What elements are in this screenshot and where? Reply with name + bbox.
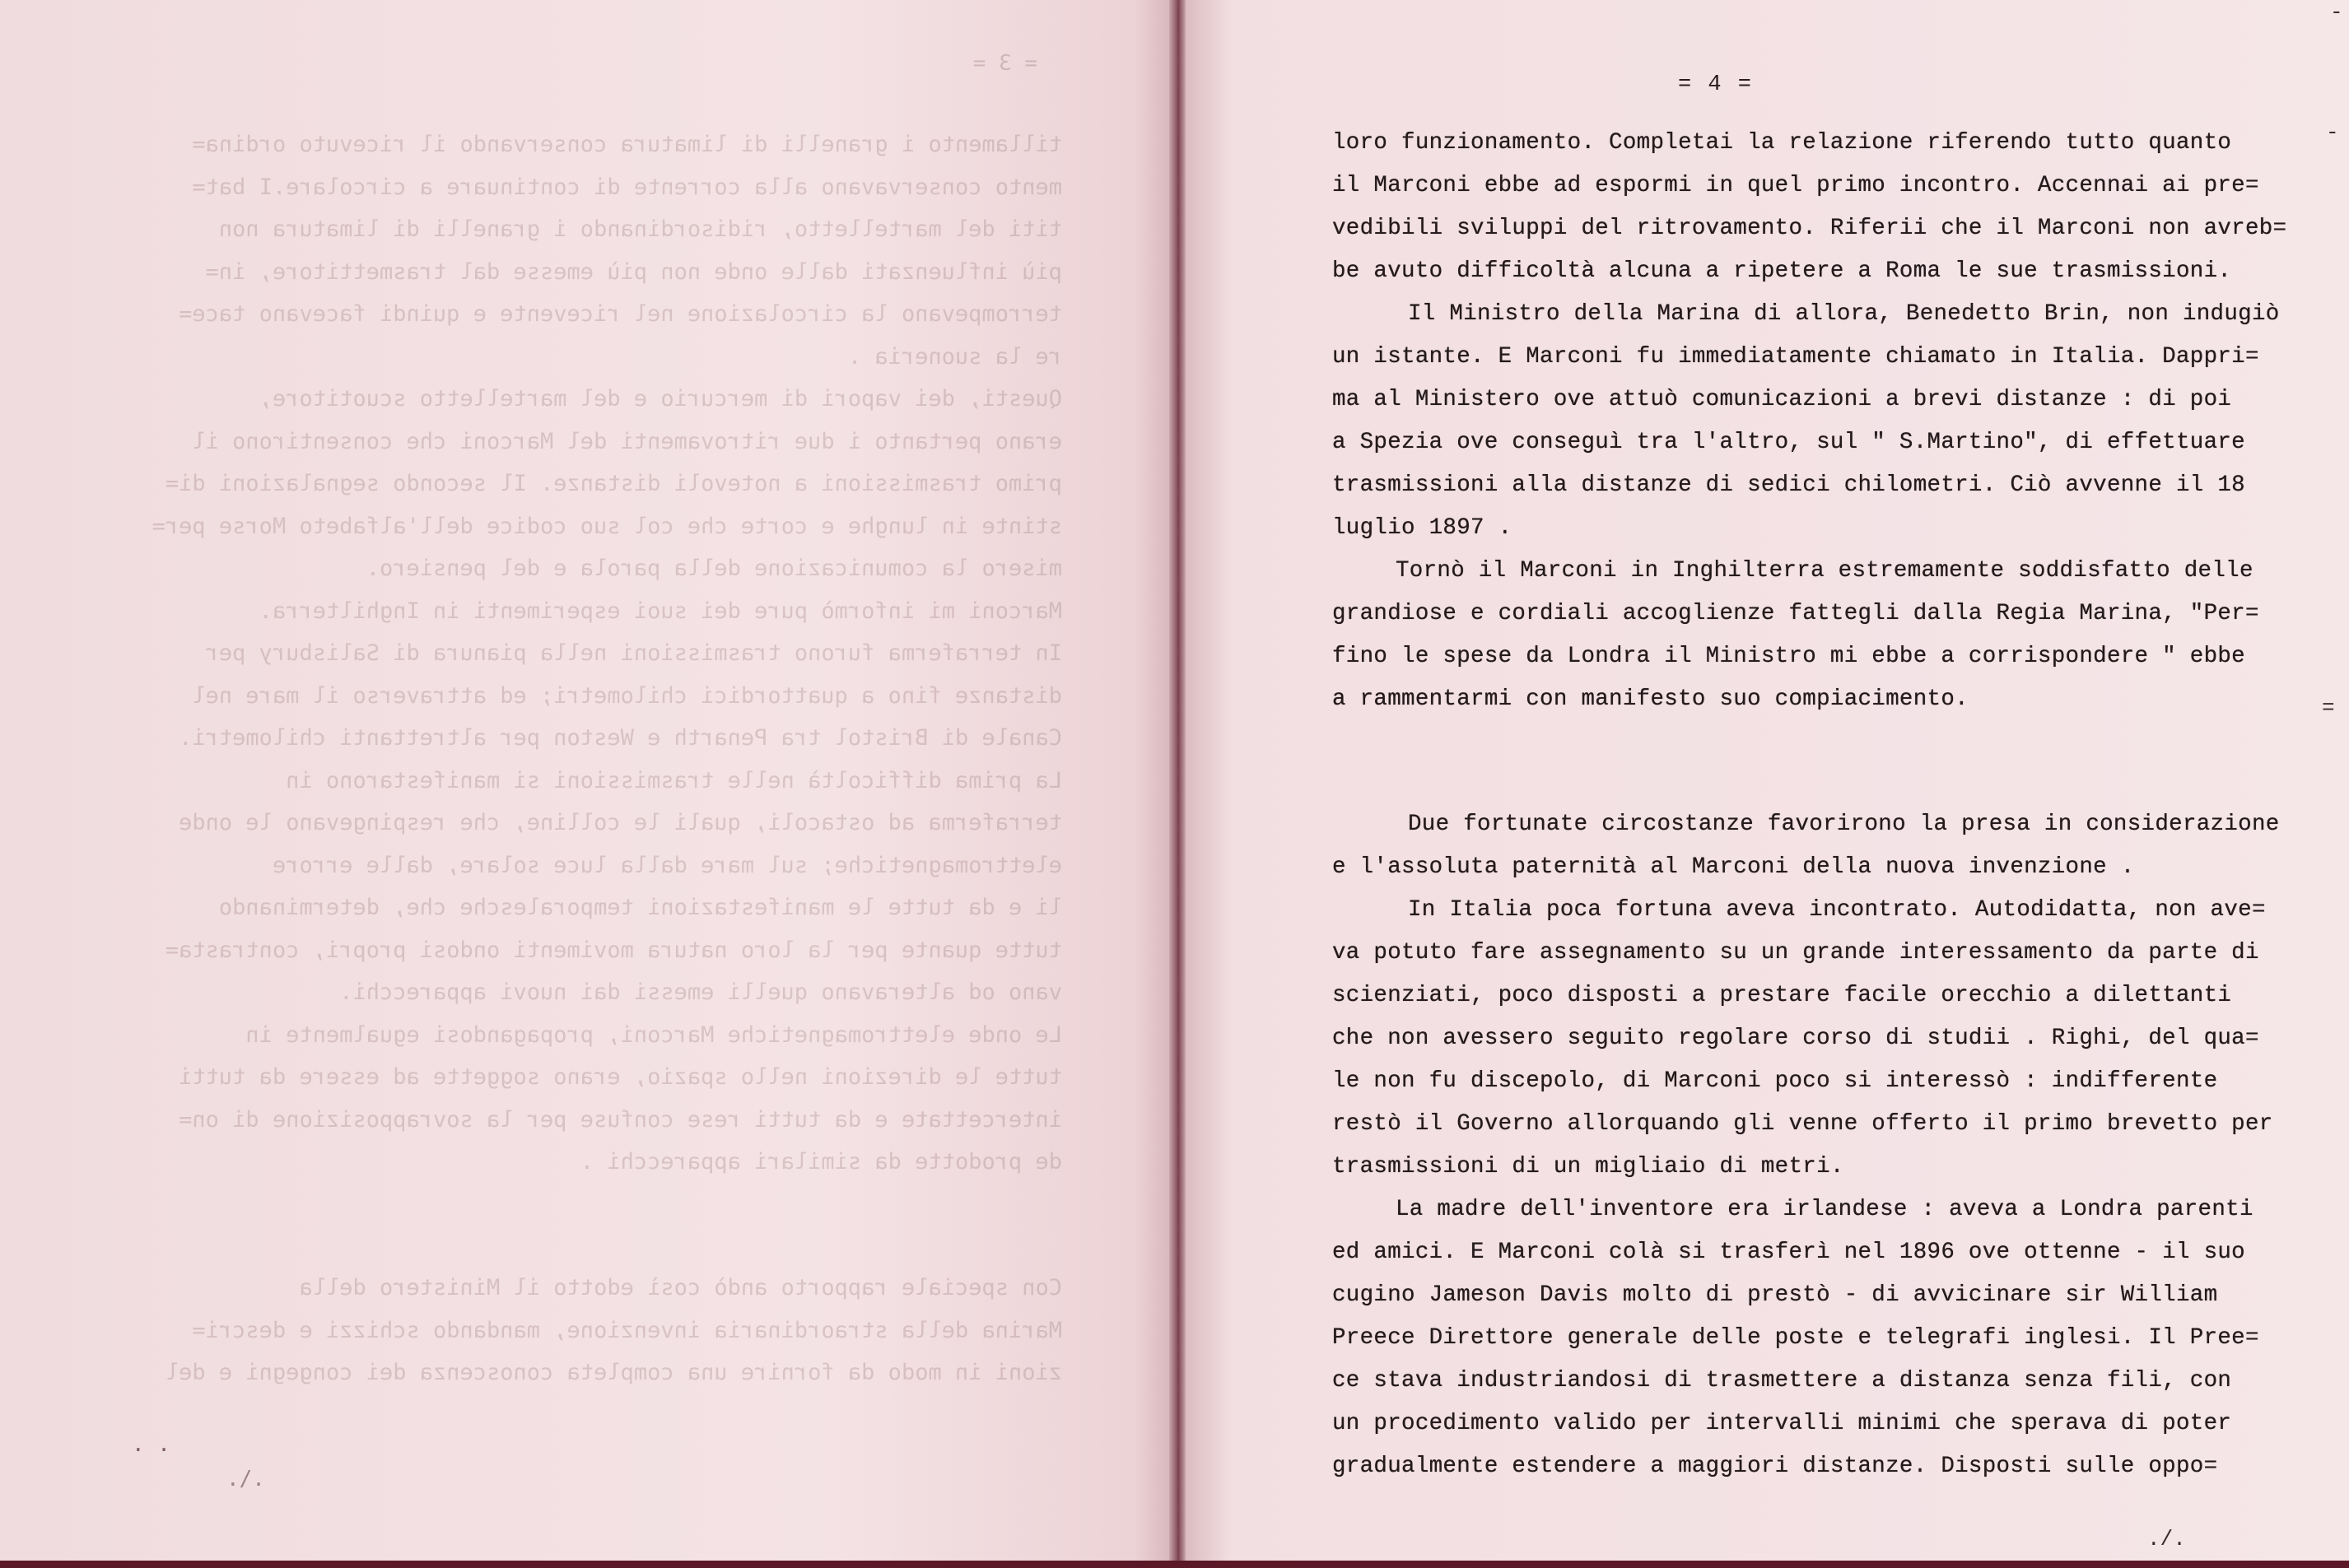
ghost-text-line: de prodotte da similari apparecchi . <box>580 1149 1062 1175</box>
left-page-number: = 3 = <box>972 51 1037 76</box>
ghost-text-line: La prima difficoltà nelle trasmissioni si manifestarono in <box>286 767 1062 793</box>
text-line: scienziati, poco disposti a prestare facile orecchio a dilettanti <box>1332 983 2232 1008</box>
text-line: un procedimento valido per intervalli minimi che sperava di poter <box>1332 1411 2232 1436</box>
text-line: e l'assoluta paternità al Marconi della nuova invenzione . <box>1332 854 2135 880</box>
text-line: grandiose e cordiali accoglienze fattegli dalla Regia Marina, "Per= <box>1332 601 2259 626</box>
scan-bottom-edge <box>0 1561 2349 1568</box>
ghost-text-line: Questi, dei vapori di mercurio e del martelletto scuotitore, <box>259 386 1062 412</box>
text-line: il Marconi ebbe ad espormi in quel primo incontro. Accennai ai pre= <box>1332 173 2259 198</box>
page-number: = 4 = <box>1678 72 1754 97</box>
ghost-text-line: Le onde elettromagnetiche Marconi, propagandosi egualmente in <box>245 1021 1062 1048</box>
ghost-text-line: misero la comunicazione della parola e del pensiero. <box>366 556 1062 581</box>
ghost-text-line: tutte quante per la loro natura movimenti ondosi propri, contrasta= <box>165 937 1062 963</box>
text-line: cugino Jameson Davis molto di prestò - di avvicinare sir William <box>1332 1282 2218 1308</box>
text-line: La madre dell'inventore era irlandese : aveva a Londra parenti <box>1396 1197 2253 1222</box>
ghost-text-line: In terraferma furono trasmissioni nella pianura di Salisbury per <box>205 640 1062 666</box>
text-line: le non fu discepolo, di Marconi poco si interessò : indifferente <box>1332 1068 2218 1094</box>
ghost-text-line: zioni in modo da fornire una completa conoscenza dei congegni e del <box>165 1360 1062 1385</box>
ghost-text-line: titi del martelletto, ridisordinando i granelli di limatura non <box>218 216 1062 242</box>
ghost-text-line: tillamento i granelli di limatura conservando il ricevuto ordina= <box>192 132 1062 157</box>
text-line: Tornò il Marconi in Inghilterra estremamente soddisfatto delle <box>1396 558 2253 584</box>
left-continuation-mark: ./. <box>226 1467 265 1491</box>
text-line: vedibili sviluppi del ritrovamento. Riferii che il Marconi non avreb= <box>1332 216 2287 241</box>
text-line: a Spezia ove conseguì tra l'altro, sul " S.Martino", di effettuare <box>1332 430 2245 455</box>
left-page <box>0 0 1169 1564</box>
text-line: ma al Ministero ove attuò comunicazioni a brevi distanze : di poi <box>1332 387 2232 412</box>
margin-mark: - <box>2330 0 2343 25</box>
ghost-text-line: re la suoneria . <box>847 343 1062 370</box>
text-line: Due fortunate circostanze favorirono la presa in considerazione <box>1408 812 2280 837</box>
ghost-text-line: terraferma ad ostacoli, quali le colline, che respingevano le onde <box>179 810 1062 835</box>
text-line: Preece Direttore generale delle poste e telegrafi inglesi. Il Pree= <box>1332 1325 2259 1351</box>
ghost-text-line: più influenzati dalle onde non più emesse dal trasmettitore, in= <box>205 258 1062 285</box>
text-line: Il Ministro della Marina di allora, Benedetto Brin, non indugiò <box>1408 301 2280 327</box>
margin-mark: = <box>2322 696 2335 720</box>
ghost-text-line: elettromagnetiche; sul mare dalla luce solare, dalle errore <box>272 852 1062 878</box>
book-gutter <box>1169 0 1186 1568</box>
right-page <box>1186 0 2349 1564</box>
ghost-text-line: primo trasmissioni a notevoli distanze. Il secondo segnalazioni di= <box>165 471 1062 496</box>
text-line: fino le spese da Londra il Ministro mi ebbe a corrispondere " ebbe <box>1332 644 2245 669</box>
text-line: ed amici. E Marconi colà si trasferì nel 1896 ove ottenne - il suo <box>1332 1240 2245 1265</box>
text-line: loro funzionamento. Completai la relazione riferendo tutto quanto <box>1332 130 2232 156</box>
ghost-text-line: distanze fino a quattordici chilometri; ed attraverso il mare nel <box>192 682 1062 709</box>
text-line: In Italia poca fortuna aveva incontrato. Autodidatta, non ave= <box>1408 897 2266 923</box>
ghost-text-line: li e da tutte le manifestazioni temporalesche che, determinando <box>218 895 1062 920</box>
continuation-mark: ./. <box>2147 1527 2186 1552</box>
ghost-text-line: Con speciale rapporto andò così edotto il Ministero della <box>299 1275 1062 1300</box>
text-line: gradualmente estendere a maggiori distanze. Disposti sulle oppo= <box>1332 1454 2218 1479</box>
text-line: luglio 1897 . <box>1332 515 1512 541</box>
left-footer-mark: . . <box>132 1432 170 1457</box>
ghost-text-line: stinte in lunghe e corte che col suo codice dell'alfabeto Morse per= <box>151 513 1062 539</box>
text-line: restò il Governo allorquando gli venne offerto il primo brevetto per <box>1332 1111 2273 1137</box>
text-line: be avuto difficoltà alcuna a ripetere a Roma le sue trasmissioni. <box>1332 258 2232 284</box>
ghost-text-line: erano pertanto i due ritrovamenti del Marconi che consentirono il <box>192 428 1062 454</box>
ghost-text-line: vano od alteravano quelli emessi dai nuovi apparecchi. <box>339 979 1062 1005</box>
ghost-text-line: Canale di Bristol tra Penarth e Weston per altrettanti chilometri. <box>179 725 1062 751</box>
text-line: che non avessero seguito regolare corso di studii . Righi, del qua= <box>1332 1026 2259 1051</box>
text-line: un istante. E Marconi fu immediatamente chiamato in Italia. Dappri= <box>1332 344 2259 370</box>
ghost-text-line: Marina della straordinaria invenzione, mandando schizzi e descri= <box>192 1317 1062 1343</box>
ghost-text-line: intercettate e da tutti rese confuse per la sovrapposizione di on= <box>179 1106 1062 1133</box>
ghost-text-line: Marconi mi informò pure dei suoi esperimenti in Inghilterra. <box>259 598 1062 624</box>
ghost-text-line: tutte le direzioni nello spazio, erano soggette ad essere da tutti <box>179 1064 1062 1090</box>
ghost-text-line: terrompevano la circolazione nel ricevente e quindi facevano tace= <box>179 301 1062 327</box>
text-line: trasmissioni alla distanze di sedici chilometri. Ciò avvenne il 18 <box>1332 472 2245 498</box>
margin-mark: - <box>2326 120 2339 145</box>
text-line: va potuto fare assegnamento su un grande interessamento da parte di <box>1332 940 2259 965</box>
text-line: ce stava industriandosi di trasmettere a distanza senza fili, con <box>1332 1368 2232 1394</box>
ghost-text-line: mento conservavano alla corrente di continuare a circolare.I bat= <box>192 174 1062 200</box>
text-line: trasmissioni di un migliaio di metri. <box>1332 1154 1844 1179</box>
text-line: a rammentarmi con manifesto suo compiacimento. <box>1332 686 1969 712</box>
